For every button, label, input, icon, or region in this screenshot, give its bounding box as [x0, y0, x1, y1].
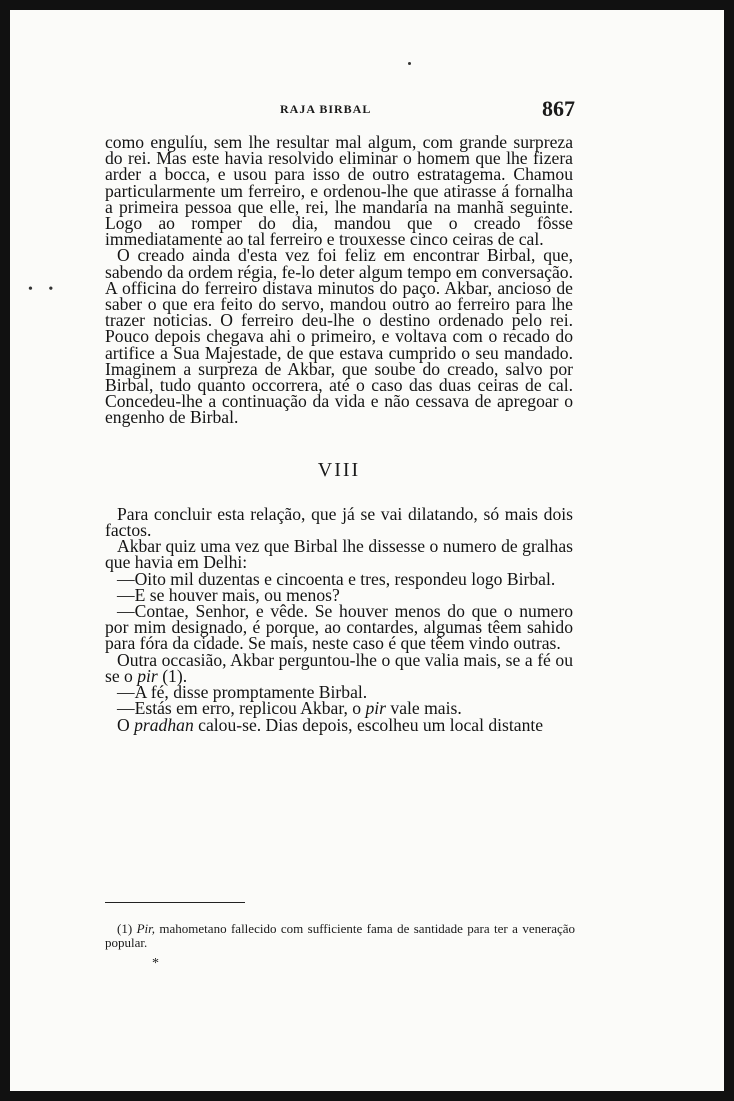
dialogue-list [105, 682, 573, 719]
text-run: vale mais. [386, 698, 462, 719]
page-number: 867 [542, 96, 575, 121]
dialogue-list [105, 568, 573, 654]
text-run: (1). [157, 665, 188, 686]
book-page [10, 10, 724, 1091]
margin-mark: • • [28, 282, 60, 297]
text-run: calou-se. Dias depois, escolheu um local distante [193, 714, 544, 735]
section-heading: VIII [317, 458, 361, 481]
italic-term: pradhan [134, 714, 194, 735]
italic-term: pir [137, 665, 158, 686]
dialogue-line: —E se houver mais, ou menos? [117, 584, 340, 605]
footnote [105, 922, 575, 950]
ink-speck [408, 62, 411, 65]
footnote-number: (1) [117, 921, 133, 936]
dialogue-line: —A fé, disse promptamente Birbal. [117, 682, 368, 703]
text-run: Outra occasião, Akbar perguntou-lhe o que valia mais, se a fé ou se o [105, 649, 573, 686]
text-run: —Estás em erro, replicou Akbar, o [117, 698, 366, 719]
footnote-text: mahometano fallecido com sufficiente fama de santidade para ter a veneração popular. [105, 921, 576, 950]
dialogue-line: —Oito mil duzentas e cincoenta e tres, respondeu logo Birbal. [117, 568, 556, 589]
italic-term: pir [365, 698, 387, 719]
paragraph: O creado ainda d'esta vez foi feliz em encontrar Birbal, que, sabendo da ordem régia, fe-lo deter algum tempo em conversação. A officina do ferreiro distava minutos do paço. Akbar, ancioso de saber o que era feito do servo, mandou outro ao ferreiro para lhe trazer noticias. O ferreiro deu-lhe o destino ordenado pelo rei. Pouco depois chegava ahi o primeiro, e voltava com o recado do artifice a Sua Majestade, de que estava cumprido o seu mandado. Imaginem a surpreza de Akbar, que soube do creado, salvo por Birbal, tudo quanto occorrera, até o caso das duas ceiras de cal. Concedeu-lhe a continuação da vida e não cessava de apregoar o engenho de Birbal. [105, 245, 573, 428]
paragraph [105, 714, 573, 735]
paragraph: Para concluir esta relação, que já se vai dilatando, só mais dois factos. [105, 503, 573, 541]
signature-star: * [152, 956, 159, 971]
footnote-rule [105, 902, 245, 903]
paragraph-pir [105, 649, 573, 686]
paragraph: como engulíu, sem lhe resultar mal algum, com grande surpreza do rei. Mas este havia resolvido eliminar o homem que lhe fizera arder a bocca, e usou para isso de outro estratagema. Chamou particularmente um ferreiro, e ordenou-lhe que atirasse á fornalha a primeira pessoa que elle, rei, lhe mandaria na manhã seguinte. Logo ao romper do dia, mandou que o creado fôsse immediatamente ao tal ferreiro e trouxesse cinco ceiras de cal. [105, 132, 573, 250]
paragraph: Akbar quiz uma vez que Birbal lhe dissesse o numero de gralhas que havia em Delhi: [105, 536, 573, 573]
dialogue-line: —Contae, Senhor, e vêde. Se houver menos do que o numero por mim designado, é porque, ao contardes, algumas têem sahido para fóra da cidade. Se mais, neste caso é que têem vindo outras. [105, 601, 573, 654]
running-title: RAJA BIRBAL [280, 102, 372, 116]
page-body [105, 134, 573, 733]
text-run: O [117, 714, 135, 735]
footnote-term: Pir, [136, 921, 156, 936]
page-header [10, 96, 724, 122]
